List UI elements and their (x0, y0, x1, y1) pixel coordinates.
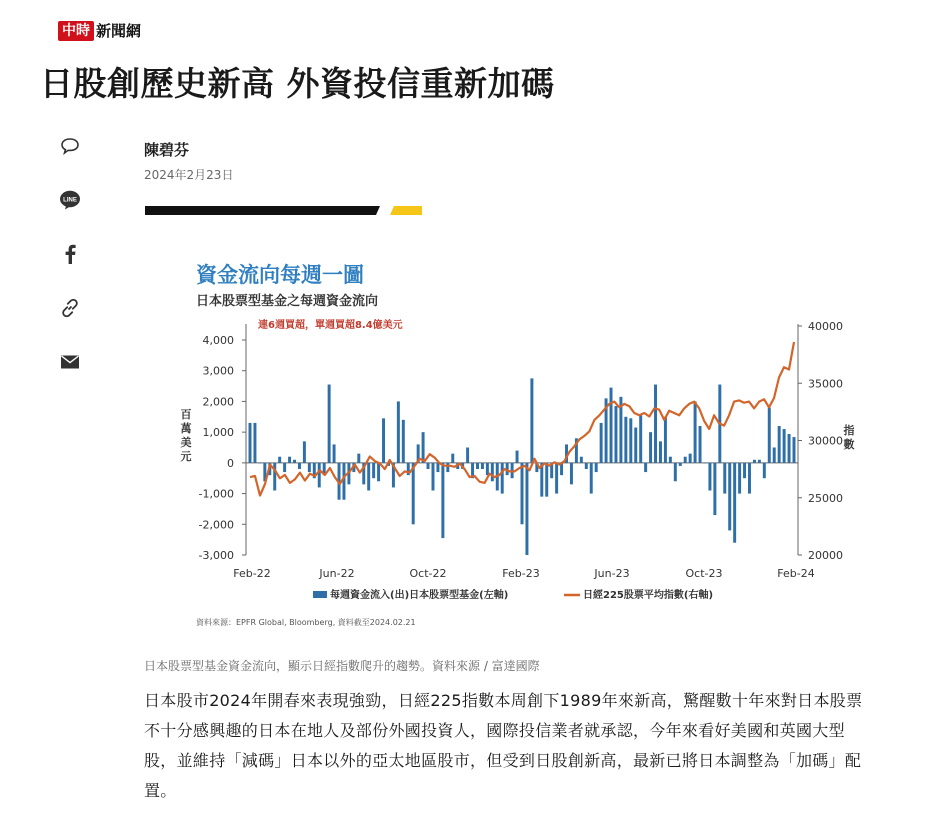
y-left-axis-label: 萬 (180, 422, 192, 435)
fund-flow-bar (614, 406, 617, 463)
fund-flow-bar (367, 463, 370, 491)
x-tick-label: Feb-22 (233, 567, 271, 580)
y-right-tick-label: 35000 (808, 377, 843, 391)
y-left-axis-label: 元 (180, 450, 192, 463)
fund-flow-bar (610, 388, 613, 463)
fund-flow-bar (451, 454, 454, 463)
y-left-tick-label: -3,000 (198, 549, 234, 562)
fund-flow-bar (654, 385, 657, 463)
link-icon (60, 298, 80, 318)
fund-flow-bar (743, 463, 746, 478)
x-tick-label: Jun-23 (594, 567, 630, 580)
fund-flow-bar (664, 417, 667, 463)
fund-flow-bar (466, 448, 469, 463)
fund-flow-bar (634, 428, 637, 463)
fund-flow-bar (486, 463, 489, 475)
facebook-share-button[interactable] (56, 240, 84, 268)
fund-flow-bar (446, 463, 449, 472)
x-tick-label: Feb-23 (502, 567, 540, 580)
comment-button[interactable] (56, 132, 84, 160)
fund-flow-bar (436, 463, 439, 472)
fund-flow-bar (516, 451, 519, 463)
fund-flow-bar (308, 463, 311, 472)
y-left-tick-label: 1,000 (202, 426, 234, 440)
article-headline: 日股創歷史新高 外資投信重新加碼 (40, 64, 555, 103)
facebook-icon (64, 244, 76, 264)
chart-title: 資金流向每週一圖 (196, 263, 364, 287)
x-tick-label: Oct-22 (409, 567, 447, 580)
fund-flow-bar (427, 463, 430, 469)
y-left-tick-label: -1,000 (198, 487, 234, 501)
image-caption: 日本股票型基金資金流向，顯示日經指數爬升的趨勢。資料來源 / 富達國際 (144, 659, 540, 673)
y-left-tick-label: -2,000 (198, 518, 234, 532)
y-left-tick-label: 0 (227, 456, 234, 470)
fund-flow-bar (713, 463, 716, 515)
fund-flow-bar (258, 463, 261, 464)
chart-image (172, 252, 855, 637)
line-share-button[interactable] (56, 186, 84, 214)
fund-flow-bar (753, 460, 756, 463)
fund-flow-bar (298, 463, 301, 469)
email-share-button[interactable] (56, 348, 84, 376)
fund-flow-bar (491, 463, 494, 481)
fund-flow-bar (639, 415, 642, 463)
fund-flow-bar (402, 420, 405, 463)
svg-text:LINE: LINE (63, 197, 77, 204)
fund-flow-bar (441, 463, 444, 538)
fund-flow-bar (372, 463, 375, 478)
fund-flow-bar (288, 457, 291, 463)
logo-wordmark: 新聞網 (96, 22, 142, 40)
fund-flow-bar (674, 463, 677, 481)
byline-divider (145, 206, 425, 216)
fund-flow-bar (585, 463, 588, 469)
y-right-tick-label: 30000 (808, 434, 843, 448)
fund-flow-bar (476, 463, 479, 469)
chart-subtitle: 日本股票型基金之每週資金流向 (196, 294, 379, 309)
fund-flow-bar (694, 401, 697, 462)
fund-flow-bar (773, 448, 776, 463)
fund-flow-bar (788, 434, 791, 463)
fund-flow-bar (555, 463, 558, 494)
fund-flow-bar (249, 423, 252, 463)
y-left-axis-label: 百 (180, 408, 192, 421)
author-name[interactable]: 陳碧芬 (144, 141, 190, 159)
fund-flow-bar (283, 463, 286, 472)
fund-flow-bar (684, 457, 687, 463)
fund-flow-bar (481, 463, 484, 469)
fund-flow-bar (600, 423, 603, 463)
copy-link-button[interactable] (56, 294, 84, 322)
fund-flow-bar (501, 463, 504, 494)
fund-flow-bar (278, 457, 281, 463)
fund-flow-bar (758, 460, 761, 463)
fund-flow-bar (699, 426, 702, 463)
fund-flow-bar (624, 417, 627, 463)
fund-flow-bar (570, 463, 573, 485)
x-tick-label: Oct-23 (685, 567, 723, 580)
fund-flow-bar (748, 463, 751, 494)
fund-flow-bar (644, 463, 647, 472)
fund-flow-bar (328, 385, 331, 463)
y-left-tick-label: 2,000 (202, 395, 234, 409)
share-sidebar (56, 132, 84, 402)
fund-flow-bar (659, 441, 662, 463)
fund-flow-bar (273, 463, 276, 491)
fund-flow-chart (172, 252, 855, 637)
fund-flow-bar (342, 463, 345, 500)
site-logo[interactable] (58, 20, 141, 41)
publish-date: 2024年2月23日 (144, 168, 234, 182)
fund-flow-bar (303, 441, 306, 463)
comment-icon (60, 137, 80, 155)
y-right-tick-label: 20000 (808, 549, 843, 562)
fund-flow-bar (708, 463, 711, 491)
y-right-axis-label: 數 (843, 438, 855, 451)
fund-flow-bar (293, 460, 296, 463)
article-body: 日本股市2024年開春來表現強勁，日經225指數本周創下1989年來新高，驚醒數十年來對日本股票不十分感興趣的日本在地人及部份外國投資人，國際投信業者就承認，今年來看好美國和英國大型股，並維持「減碼」日本以外的亞太地區股市，但受到日股創新高，最新已將日本調整為「加碼」配置。 (144, 691, 863, 800)
fund-flow-bar (723, 463, 726, 494)
fund-flow-bar (422, 432, 425, 463)
fund-flow-bar (679, 463, 682, 466)
fund-flow-bar (768, 408, 771, 463)
legend-bar-swatch (313, 591, 327, 598)
fund-flow-bar (783, 429, 786, 463)
fund-flow-bar (733, 463, 736, 543)
fund-flow-bar (318, 463, 321, 488)
fund-flow-bar (545, 463, 548, 497)
fund-flow-bar (703, 463, 706, 464)
fund-flow-bar (669, 457, 672, 463)
y-left-axis-label: 美 (180, 436, 192, 449)
logo-red-mark: 中時 (58, 21, 94, 41)
fund-flow-bar (595, 463, 598, 472)
y-left-tick-label: 3,000 (202, 364, 234, 378)
fund-flow-bar (412, 463, 415, 524)
fund-flow-bar (357, 454, 360, 463)
fund-flow-bar (763, 463, 766, 478)
fund-flow-bar (728, 463, 731, 531)
chart-annotation: 連6週買超，單週買超8.4億美元 (258, 320, 403, 331)
fund-flow-bar (793, 437, 796, 463)
fund-flow-bar (253, 423, 256, 463)
mail-icon (60, 354, 80, 370)
x-tick-label: Jun-22 (319, 567, 355, 580)
y-right-tick-label: 25000 (808, 491, 843, 505)
legend-line-label: 日經225股票平均指數(右軸) (583, 590, 714, 601)
x-tick-label: Feb-24 (777, 567, 815, 580)
fund-flow-bar (649, 432, 652, 463)
y-left-tick-label: 4,000 (202, 334, 234, 347)
y-right-tick-label: 40000 (808, 320, 843, 333)
fund-flow-bar (431, 463, 434, 491)
fund-flow-bar (525, 463, 528, 555)
fund-flow-bar (580, 457, 583, 463)
fund-flow-bar (629, 418, 632, 463)
fund-flow-bar (333, 444, 336, 462)
fund-flow-bar (382, 418, 385, 463)
fund-flow-bar (689, 454, 692, 463)
chart-source: 資料來源：EPFR Global, Bloomberg, 資料截至2024.02.21 (196, 618, 416, 627)
fund-flow-bar (530, 378, 533, 462)
fund-flow-bar (397, 401, 400, 462)
fund-flow-bar (738, 463, 741, 494)
fund-flow-bar (778, 426, 781, 463)
y-right-axis-label: 指 (843, 424, 855, 437)
line-icon (59, 190, 81, 210)
fund-flow-bar (521, 463, 524, 524)
fund-flow-bar (377, 463, 380, 481)
fund-flow-bar (590, 463, 593, 494)
legend-bar-label: 每週資金流入(出)日本股票型基金(左軸) (330, 590, 509, 601)
